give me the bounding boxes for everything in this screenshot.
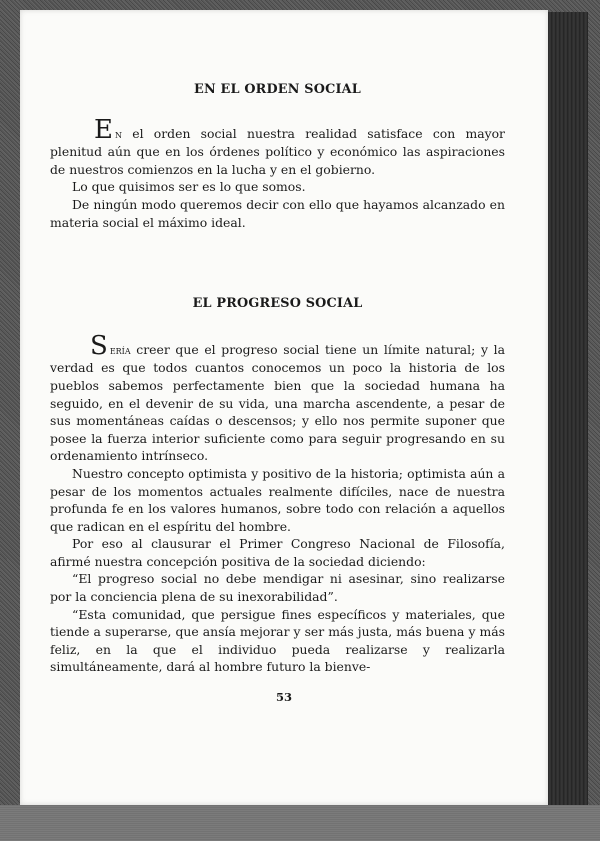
paragraph-text: el orden social nuestra realidad satisface con mayor plenitud aún que en los órdenes político y económico las aspiraciones de nuestros comienzos en la lucha y en el gobierno. [50,125,505,177]
paragraph: Lo que quisimos ser es lo que somos. [72,179,306,195]
section-title-progreso-social: EL PROGRESO SOCIAL [192,296,363,312]
scan-right-edge [548,12,588,807]
scan-bottom-edge [0,805,600,841]
page-number: 53 [275,690,292,704]
paragraph: De ningún modo queremos decir con ello que hayamos alcanzado en materia social el máximo ideal. [50,196,505,230]
section-title-orden-social: EN EL ORDEN SOCIAL [194,82,361,97]
book-page [20,10,548,805]
lead-word: n [114,127,122,141]
paragraph-text: creer que el progreso social tiene un límite natural; y la verdad es que todos cuantos conocemos un poco la historia de los pueblos sabemos perfectamente bien que la sociedad humana ha seguido, en el devenir de su vida, una marcha ascendente, a pesar de sus momentáneas caídas o descensos; y ello nos permite suponer que posee la fuerza interior suficiente como para seguir progresando en su ordenamiento intrínseco. [50,341,505,464]
lead-word: ería [109,343,131,357]
drop-cap: S [90,330,108,361]
drop-cap: E [94,114,113,145]
paragraph: “El progreso social no debe mendigar ni asesinar, sino realizarse por la conciencia plena de su inexorabilidad”. [50,571,505,605]
paragraph: Por eso al clausurar el Primer Congreso Nacional de Filosofía, afirmé nuestra concepción positiva de la sociedad diciendo: [50,536,505,569]
page-content [50,75,505,676]
paragraph [50,330,505,465]
paragraph [50,114,505,179]
paragraph: Nuestro concepto optimista y positivo de la historia; optimista aún a pesar de los momentos actuales realmente difíciles, nace de nuestra profunda fe en los valores humanos, sobre todo con relación a aquellos que radican en el espíritu del hombre. [50,465,505,534]
paragraph: “Esta comunidad, que persigue fines específicos y materiales, que tiende a superarse, que ansía mejorar y ser más justa, más buena y más feliz, en la que el individuo pueda realizarse y realizarla simultáneamente, dará al hombre futuro la bienve- [50,606,505,675]
